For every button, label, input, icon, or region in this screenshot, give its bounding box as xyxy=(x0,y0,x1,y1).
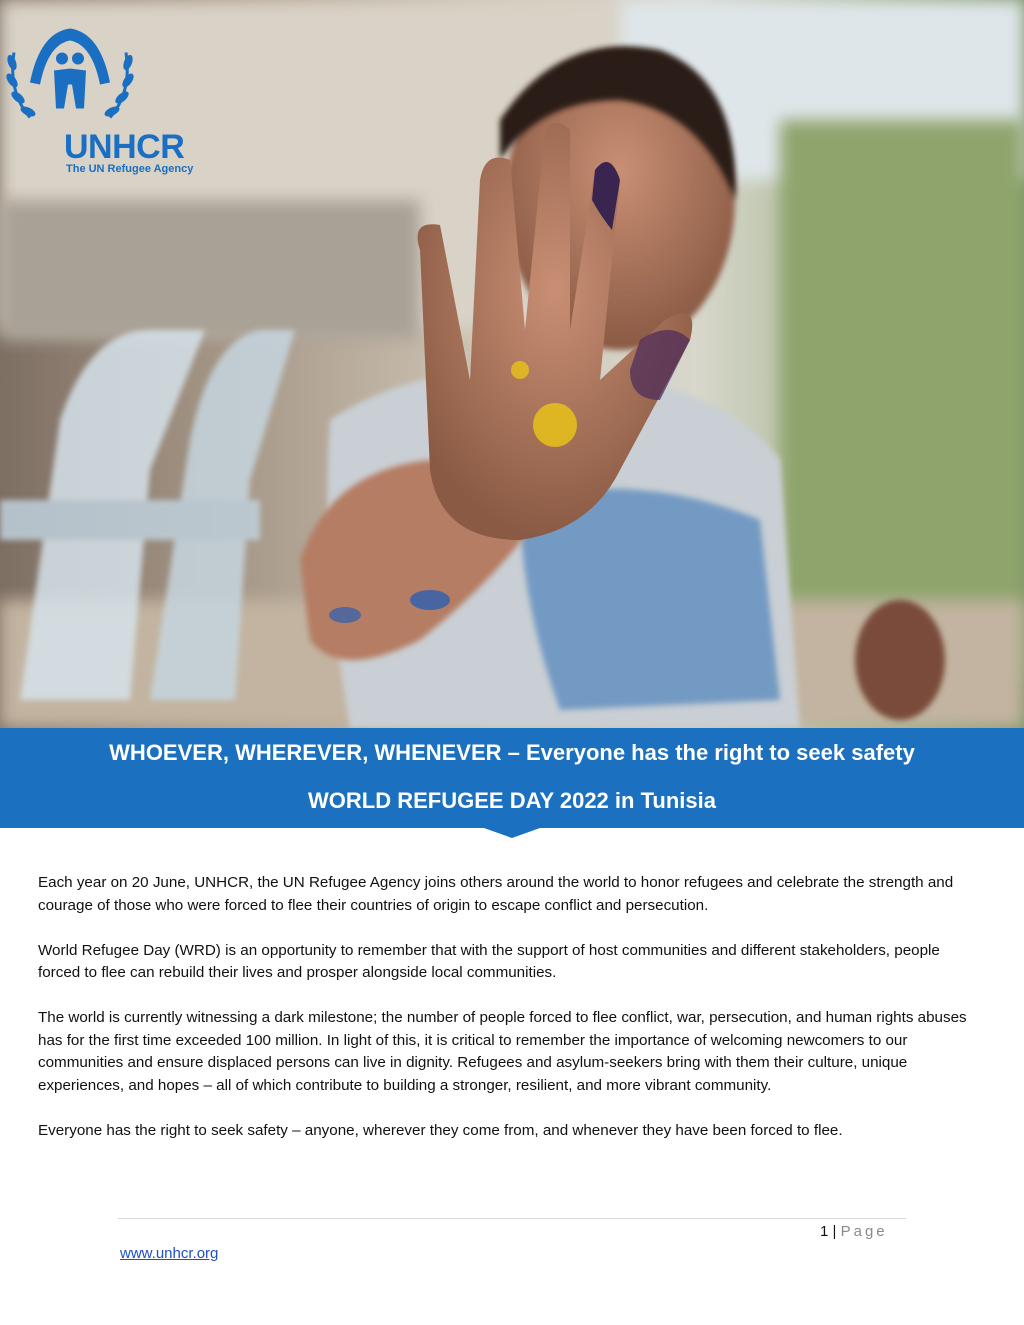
unhcr-website-link[interactable]: www.unhcr.org xyxy=(120,1245,219,1262)
page-number xyxy=(820,1223,888,1240)
banner-subheadline: WORLD REFUGEE DAY 2022 in Tunisia xyxy=(308,788,716,813)
paragraph: The world is currently witnessing a dark milestone; the number of people forced to flee conflict, war, persecution, and human rights abuses has for the first time exceeded 100 million. In light of this, it is critical to remember the importance of welcoming newcomers to our communities and ensure displaced persons can live in dignity. Refugees and asylum-seekers bring with them their culture, unique experiences, and hopes – all of which contribute to building a stronger, resilient, and more vibrant community. xyxy=(38,1009,967,1094)
page-separator: | xyxy=(832,1223,837,1240)
page-number-value: 1 xyxy=(820,1223,829,1240)
footer-divider xyxy=(118,1218,906,1219)
paragraph: Each year on 20 June, UNHCR, the UN Refugee Agency joins others around the world to honor refugees and celebrate the strength and courage of those who were forced to flee their countries of origin to escape conflict and persecution. xyxy=(38,874,954,914)
logo-wordmark: UNHCR xyxy=(64,128,185,166)
body-text xyxy=(38,872,968,1165)
page-label: Page xyxy=(840,1223,888,1240)
banner-notch xyxy=(0,826,1024,840)
logo-tagline: The UN Refugee Agency xyxy=(66,163,194,175)
paragraph: Everyone has the right to seek safety – anyone, wherever they come from, and whenever they have been forced to flee. xyxy=(38,1121,843,1139)
banner-headline: WHOEVER, WHEREVER, WHENEVER – Everyone has the right to seek safety xyxy=(109,740,915,765)
paragraph: World Refugee Day (WRD) is an opportunity to remember that with the support of host communities and different stakeholders, people forced to flee can rebuild their lives and prosper alongside local communities. xyxy=(38,941,940,981)
title-banner xyxy=(0,728,1024,828)
